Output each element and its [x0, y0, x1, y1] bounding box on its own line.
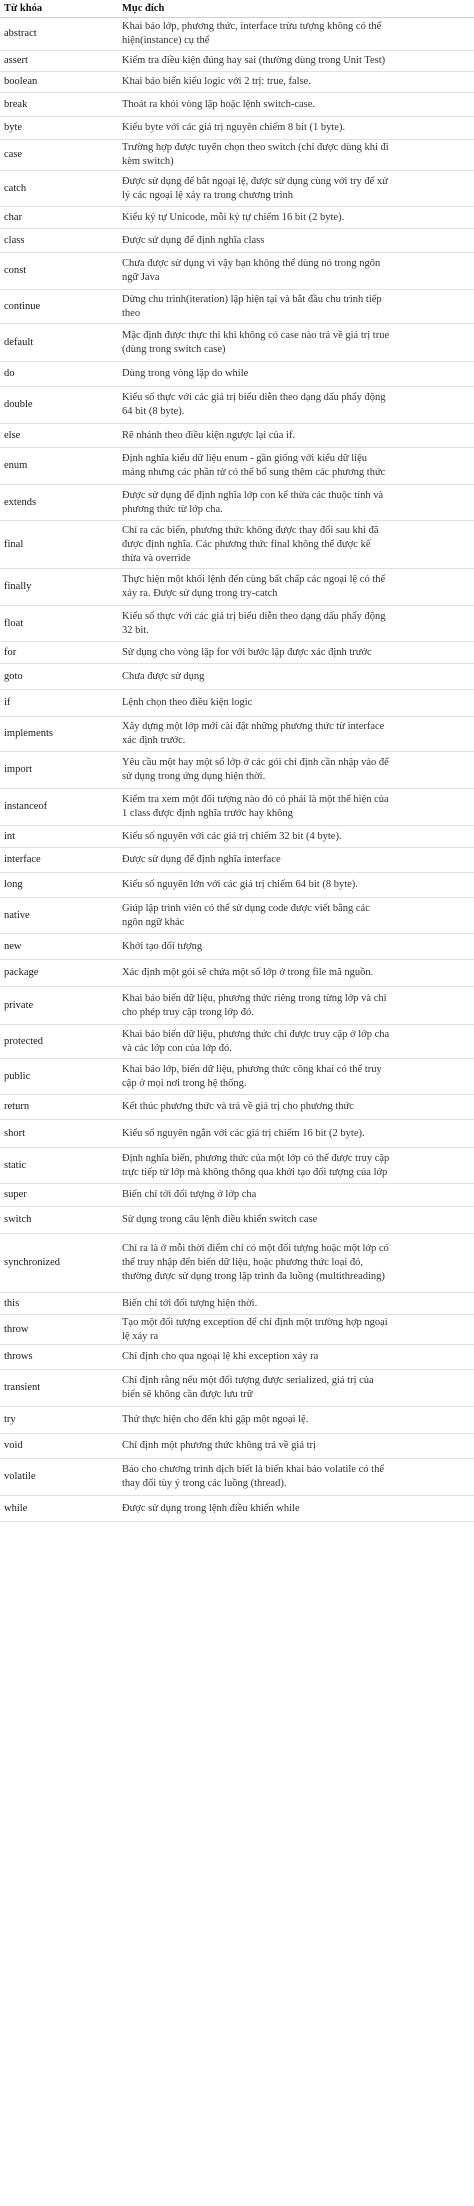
- table-row: [0, 1407, 474, 1434]
- table-row: [0, 987, 474, 1025]
- keyword-cell: short: [0, 1120, 118, 1148]
- table-row: [0, 521, 474, 569]
- purpose-cell: Chưa được sử dụng vì vậy bạn không thể dùng nó trong ngôn ngữ Java: [118, 253, 474, 290]
- purpose-cell: Sử dụng trong câu lệnh điều khiển switch case: [118, 1207, 474, 1234]
- purpose-cell: Biến chỉ tới đối tượng hiện thời.: [118, 1293, 474, 1315]
- purpose-cell: Tạo một đối tượng exception để chỉ định một trường hợp ngoại lệ xảy ra: [118, 1315, 474, 1345]
- column-header-keyword: Từ khóa: [0, 0, 118, 18]
- table-row: [0, 690, 474, 717]
- keyword-cell: this: [0, 1293, 118, 1315]
- purpose-cell: Rẽ nhánh theo điều kiện ngược lại của if.: [118, 424, 474, 448]
- keyword-cell: public: [0, 1059, 118, 1095]
- table-row: [0, 664, 474, 690]
- table-body: [0, 18, 474, 1522]
- keyword-cell: final: [0, 521, 118, 569]
- keyword-cell: return: [0, 1095, 118, 1120]
- keyword-cell: protected: [0, 1025, 118, 1059]
- purpose-cell: Kiểm tra xem một đối tượng nào đó có phải là một thể hiện của 1 class được định nghĩa trước hay không: [118, 789, 474, 826]
- table-row: [0, 826, 474, 848]
- table-row: [0, 117, 474, 140]
- keyword-cell: interface: [0, 848, 118, 873]
- table-row: [0, 72, 474, 93]
- purpose-cell: Giúp lập trình viên có thể sử dụng code được viết bằng các ngôn ngữ khác: [118, 898, 474, 934]
- keyword-cell: synchronized: [0, 1234, 118, 1293]
- keyword-cell: private: [0, 987, 118, 1025]
- keyword-cell: throws: [0, 1345, 118, 1370]
- purpose-cell: Được sử dụng để định nghĩa interface: [118, 848, 474, 873]
- keyword-cell: finally: [0, 569, 118, 606]
- purpose-cell: Được sử dụng trong lệnh điều khiển while: [118, 1496, 474, 1522]
- keyword-cell: import: [0, 752, 118, 789]
- purpose-cell: Sử dụng cho vòng lặp for với bước lặp được xác định trước: [118, 642, 474, 664]
- table-row: [0, 1025, 474, 1059]
- table-row: [0, 1234, 474, 1293]
- purpose-cell: Xây dựng một lớp mới cài đặt những phương thức từ interface xác định trước.: [118, 717, 474, 752]
- purpose-cell: Thoát ra khỏi vòng lặp hoặc lệnh switch-case.: [118, 93, 474, 117]
- purpose-cell: Trường hợp được tuyển chọn theo switch (chỉ được dùng khi đi kèm switch): [118, 140, 474, 171]
- keyword-cell: boolean: [0, 72, 118, 93]
- table-row: [0, 253, 474, 290]
- purpose-cell: Biến chỉ tới đối tượng ở lớp cha: [118, 1184, 474, 1207]
- purpose-cell: Chỉ ra các biến, phương thức không được thay đổi sau khi đã được định nghĩa. Các phương thức final không thể được kế thừa và override: [118, 521, 474, 569]
- table-row: [0, 171, 474, 207]
- purpose-cell: Chỉ định cho qua ngoại lệ khi exception xảy ra: [118, 1345, 474, 1370]
- table-row: [0, 362, 474, 387]
- keyword-cell: throw: [0, 1315, 118, 1345]
- purpose-cell: Kiểu số thực với các giá trị biểu diễn theo dạng dấu phẩy động 64 bit (8 byte).: [118, 387, 474, 424]
- table-row: [0, 448, 474, 485]
- keyword-cell: try: [0, 1407, 118, 1434]
- keyword-cell: volatile: [0, 1459, 118, 1496]
- table-row: [0, 140, 474, 171]
- purpose-cell: Được sử dụng để bắt ngoại lệ, được sử dụng cùng với try để xử lý các ngoại lệ xảy ra trong chương trình: [118, 171, 474, 207]
- purpose-cell: Kiểu số nguyên ngắn với các giá trị chiếm 16 bit (2 byte).: [118, 1120, 474, 1148]
- keyword-cell: native: [0, 898, 118, 934]
- keyword-cell: int: [0, 826, 118, 848]
- purpose-cell: Lệnh chọn theo điều kiện logic: [118, 690, 474, 717]
- table-row: [0, 290, 474, 324]
- keyword-cell: for: [0, 642, 118, 664]
- table-row: [0, 873, 474, 898]
- keyword-cell: enum: [0, 448, 118, 485]
- purpose-cell: Kiểu số nguyên với các giá trị chiếm 32 bit (4 byte).: [118, 826, 474, 848]
- purpose-cell: Được sử dụng để định nghĩa lớp con kế thừa các thuộc tính và phương thức từ lớp cha.: [118, 485, 474, 521]
- keyword-cell: switch: [0, 1207, 118, 1234]
- keyword-cell: assert: [0, 51, 118, 72]
- purpose-cell: Yêu cầu một hay một số lớp ở các gói chỉ định cần nhập vào để sử dụng trong ứng dụng hiện thời.: [118, 752, 474, 789]
- table-row: [0, 1315, 474, 1345]
- table-row: [0, 898, 474, 934]
- purpose-cell: Kiểu byte với các giá trị nguyên chiếm 8 bit (1 byte).: [118, 117, 474, 140]
- table-row: [0, 960, 474, 987]
- purpose-cell: Kiểu số thực với các giá trị biểu diễn theo dạng dấu phẩy động 32 bit.: [118, 606, 474, 642]
- table-row: [0, 789, 474, 826]
- table-row: [0, 606, 474, 642]
- table-row: [0, 1184, 474, 1207]
- keyword-cell: double: [0, 387, 118, 424]
- keyword-cell: if: [0, 690, 118, 717]
- keyword-cell: void: [0, 1434, 118, 1459]
- table-row: [0, 18, 474, 51]
- purpose-cell: Kết thúc phương thức và trả về giá trị cho phương thức: [118, 1095, 474, 1120]
- table-row: [0, 1434, 474, 1459]
- keyword-cell: catch: [0, 171, 118, 207]
- purpose-cell: Xác định một gói sẽ chứa một số lớp ở trong file mã nguồn.: [118, 960, 474, 987]
- column-header-purpose: Mục đích: [118, 0, 474, 18]
- table-row: [0, 642, 474, 664]
- purpose-cell: Khai báo biến dữ liệu, phương thức chỉ được truy cập ở lớp cha và các lớp con của lớp đó.: [118, 1025, 474, 1059]
- table-row: [0, 1459, 474, 1496]
- table-row: [0, 1095, 474, 1120]
- purpose-cell: Định nghĩa kiểu dữ liệu enum - gần giống với kiểu dữ liệu mảng nhưng các phần tử có thể bổ sung thêm các phương thức: [118, 448, 474, 485]
- table-row: [0, 485, 474, 521]
- keyword-cell: new: [0, 934, 118, 960]
- keyword-cell: goto: [0, 664, 118, 690]
- purpose-cell: Thử thực hiện cho đến khi gặp một ngoại lệ.: [118, 1407, 474, 1434]
- keyword-cell: default: [0, 324, 118, 362]
- purpose-cell: Khai báo lớp, biến dữ liệu, phương thức công khai có thể truy cập ở mọi nơi trong hệ thống.: [118, 1059, 474, 1095]
- purpose-cell: Thực hiện một khối lệnh đến cùng bất chấp các ngoại lệ có thể xảy ra. Được sử dụng trong try-catch: [118, 569, 474, 606]
- keyword-cell: static: [0, 1148, 118, 1184]
- table-row: [0, 848, 474, 873]
- table-row: [0, 1059, 474, 1095]
- table-row: [0, 569, 474, 606]
- table-row: [0, 387, 474, 424]
- keyword-cell: class: [0, 229, 118, 253]
- keyword-cell: case: [0, 140, 118, 171]
- purpose-cell: Định nghĩa biến, phương thức của một lớp có thể được truy cập trực tiếp từ lớp mà không thông qua khởi tạo đối tượng của lớp: [118, 1148, 474, 1184]
- table-row: [0, 1496, 474, 1522]
- table-row: [0, 229, 474, 253]
- keyword-cell: extends: [0, 485, 118, 521]
- purpose-cell: Chỉ định rằng nếu một đối tượng được serialized, giá trị của biến sẽ không cần được lưu trữ: [118, 1370, 474, 1407]
- table-header-row: [0, 0, 474, 18]
- table-row: [0, 1207, 474, 1234]
- table-row: [0, 1148, 474, 1184]
- purpose-cell: Được sử dụng để định nghĩa class: [118, 229, 474, 253]
- keyword-cell: continue: [0, 290, 118, 324]
- table-row: [0, 93, 474, 117]
- keyword-cell: byte: [0, 117, 118, 140]
- purpose-cell: Khởi tạo đối tượng: [118, 934, 474, 960]
- table-row: [0, 324, 474, 362]
- purpose-cell: Chỉ ra là ở mỗi thời điểm chỉ có một đối tượng hoặc một lớp có thể truy nhập đến biến dữ liệu, hoặc phương thức loại đó, thường được sử dụng trong lập trình đa luồng (multithreading): [118, 1234, 474, 1293]
- table-row: [0, 424, 474, 448]
- keyword-cell: abstract: [0, 18, 118, 51]
- purpose-cell: Kiểm tra điều kiện đúng hay sai (thường dùng trong Unit Test): [118, 51, 474, 72]
- purpose-cell: Kiểu ký tự Unicode, mỗi ký tự chiếm 16 bit (2 byte).: [118, 207, 474, 229]
- keyword-cell: float: [0, 606, 118, 642]
- keyword-cell: while: [0, 1496, 118, 1522]
- purpose-cell: Dừng chu trình(iteration) lặp hiện tại và bắt đầu chu trình tiếp theo: [118, 290, 474, 324]
- purpose-cell: Khai báo lớp, phương thức, interface trừu tượng không có thể hiện(instance) cụ thể: [118, 18, 474, 51]
- purpose-cell: Khai báo biến dữ liệu, phương thức riêng trong từng lớp và chỉ cho phép truy cập trong lớp đó.: [118, 987, 474, 1025]
- table-row: [0, 934, 474, 960]
- keyword-cell: char: [0, 207, 118, 229]
- table-row: [0, 1120, 474, 1148]
- keyword-cell: break: [0, 93, 118, 117]
- keyword-cell: else: [0, 424, 118, 448]
- table-row: [0, 1345, 474, 1370]
- table-row: [0, 1293, 474, 1315]
- table-row: [0, 51, 474, 72]
- table-row: [0, 207, 474, 229]
- purpose-cell: Chưa được sử dụng: [118, 664, 474, 690]
- keyword-cell: super: [0, 1184, 118, 1207]
- table-row: [0, 717, 474, 752]
- table-row: [0, 1370, 474, 1407]
- keyword-cell: instanceof: [0, 789, 118, 826]
- purpose-cell: Kiểu số nguyên lớn với các giá trị chiếm 64 bit (8 byte).: [118, 873, 474, 898]
- keyword-cell: transient: [0, 1370, 118, 1407]
- table-row: [0, 752, 474, 789]
- purpose-cell: Báo cho chương trình dịch biết là biến khai báo volatile có thể thay đổi tùy ý trong các luồng (thread).: [118, 1459, 474, 1496]
- purpose-cell: Chỉ định một phương thức không trả về giá trị: [118, 1434, 474, 1459]
- keyword-cell: implements: [0, 717, 118, 752]
- purpose-cell: Dùng trong vòng lặp do while: [118, 362, 474, 387]
- keyword-cell: do: [0, 362, 118, 387]
- keyword-cell: const: [0, 253, 118, 290]
- purpose-cell: Khai báo biến kiểu logic với 2 trị: true, false.: [118, 72, 474, 93]
- purpose-cell: Mặc định được thực thi khi không có case nào trả về giá trị true (dùng trong switch case): [118, 324, 474, 362]
- keyword-cell: package: [0, 960, 118, 987]
- keyword-cell: long: [0, 873, 118, 898]
